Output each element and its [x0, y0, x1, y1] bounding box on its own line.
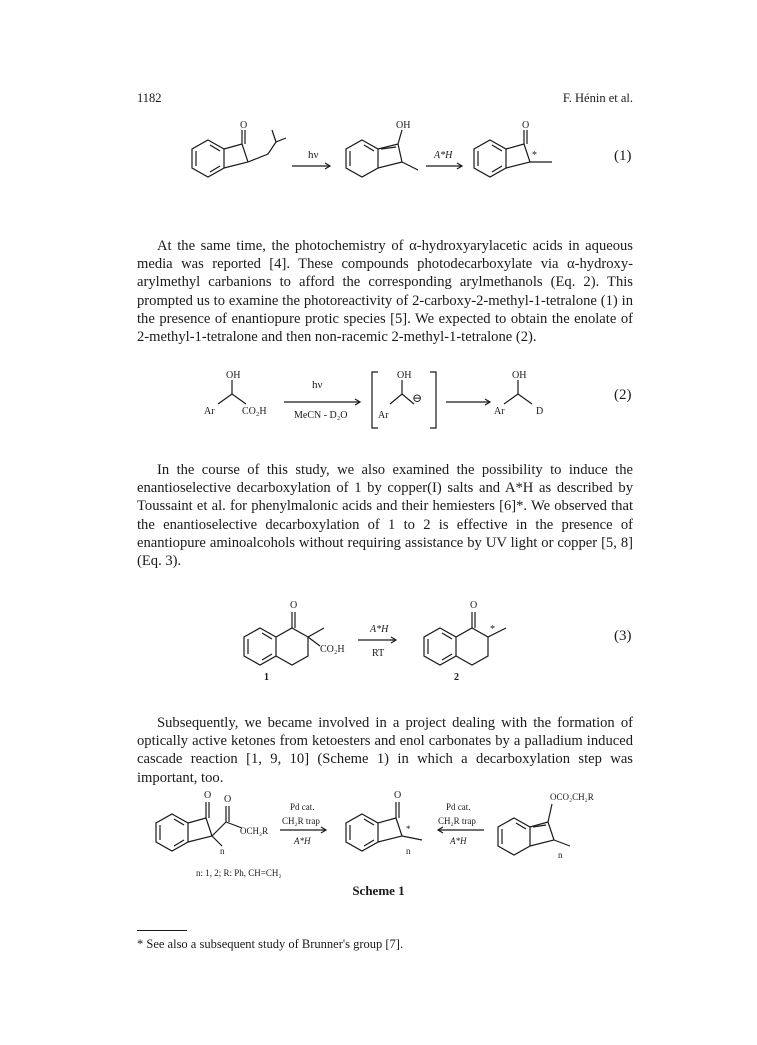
scheme1-ring-size-label-2: n	[406, 846, 411, 856]
scheme1-oxygen-label-2: O	[224, 794, 232, 805]
equation-1-scheme	[180, 118, 580, 198]
scheme1-oxygen-label-1: O	[204, 790, 212, 801]
scheme1-ester-group-label: OCH₂R	[240, 826, 269, 836]
scheme1-oxygen-label-3: O	[394, 790, 402, 801]
eq1-oxygen-label-1: O	[240, 120, 248, 131]
eq1-oxygen-label-2: O	[522, 120, 530, 131]
eq3-reagent-temperature: RT	[372, 648, 385, 659]
eq2-hydroxyl-label-1: OH	[226, 370, 241, 381]
eq2-reagent-hv: hν	[312, 379, 323, 391]
scheme-1-diagram	[150, 788, 630, 880]
eq3-oxygen-label-2: O	[470, 600, 478, 611]
eq3-compound-1-label: 1	[264, 672, 269, 683]
eq1-reagent-chiral-acid: A*H	[434, 150, 453, 161]
eq1-hydroxyl-label: OH	[396, 120, 411, 131]
scheme1-substituent-note: n: 1, 2; R: Ph, CH=CH₂	[196, 868, 282, 878]
eq2-hydroxyl-label-3: OH	[512, 370, 527, 381]
scheme1-right-reagent-trap: CH₂R trap	[438, 816, 476, 826]
eq2-hydroxyl-label-2: OH	[397, 370, 412, 381]
equation-2-scheme	[200, 366, 560, 436]
eq2-deuterium-label: D	[536, 406, 544, 417]
eq3-reagent-chiral-acid: A*H	[370, 624, 389, 635]
eq2-aryl-label-1: Ar	[204, 406, 215, 417]
equation-3-number: (3)	[614, 628, 632, 644]
eq3-carboxyl-label: CO₂H	[320, 644, 345, 655]
scheme-1-caption: Scheme 1	[352, 883, 405, 898]
eq2-reagent-solvent: MeCN - D₂O	[294, 410, 348, 421]
eq2-aryl-label-3: Ar	[494, 406, 505, 417]
equation-3-scheme	[236, 598, 536, 688]
running-header-authors: F. Hénin et al.	[562, 91, 633, 105]
eq1-stereocenter-star: *	[532, 150, 537, 161]
scheme1-right-reagent-chiral-acid: A*H	[450, 836, 467, 846]
eq1-reagent-hv: hν	[308, 149, 319, 161]
eq3-compound-2-label: 2	[454, 672, 459, 683]
equation-2-number: (2)	[614, 387, 632, 403]
page-number: 1182	[137, 91, 162, 105]
paragraph-photochemistry: At the same time, the photochemistry of α-hydroxyarylacetic acids in aqueous media was reported [4]. These compounds photodecarboxylate via α-hydroxy-arylmethyl carbanions to afford the corresponding arylmethanols (Eq. 2). This prompted us to examine the photoreactivity of 2-carboxy-2-methyl-1-tetralone (1) in the presence of enantiopure protic species [5]. We expected to obtain the enolate of 2-methyl-1-tetralone and then non-racemic 2-methyl-1-tetralone (2).	[137, 238, 633, 346]
eq2-aryl-label-2: Ar	[378, 410, 389, 421]
eq3-oxygen-label-1: O	[290, 600, 298, 611]
scheme1-stereocenter-star: *	[406, 824, 411, 834]
equation-1-number: (1)	[614, 148, 632, 164]
paragraph-decarboxylation-study: In the course of this study, we also examined the possibility to induce the enantioselective decarboxylation of 1 by copper(I) salts and A*H as described by Toussaint et al. for phenylmalonic acids and their hemiesters [6]*. We observed that the enantioselective decarboxylation of 1 to 2 is effective in the presence of enantiopure aminoalcohols without requiring assistance by UV light or copper [5, 8] (Eq. 3).	[137, 462, 633, 570]
scheme1-enol-carbonate-label: OCO₂CH₂R	[550, 792, 594, 802]
scheme1-ring-size-label-1: n	[220, 846, 225, 856]
scheme1-left-reagent-chiral-acid: A*H	[294, 836, 311, 846]
footnote-text: * See also a subsequent study of Brunner's group [7].	[137, 937, 404, 951]
eq3-stereocenter-star: *	[490, 624, 495, 635]
scheme1-right-reagent-catalyst: Pd cat.	[446, 802, 471, 812]
scheme1-left-reagent-trap: CH₂R trap	[282, 816, 320, 826]
scheme1-ring-size-label-3: n	[558, 850, 563, 860]
scheme1-left-reagent-catalyst: Pd cat.	[290, 802, 315, 812]
footnote-rule	[137, 930, 187, 931]
eq2-carbanion-charge: ⊖	[412, 391, 423, 405]
eq2-carboxyl-label: CO₂H	[242, 406, 267, 417]
paragraph-palladium-cascade: Subsequently, we became involved in a project dealing with the formation of optically active ketones from ketoesters and enol carbonates by a palladium induced cascade reaction [1, 9, 10] (Scheme 1) in which a decarboxylation step was important, too.	[137, 715, 633, 786]
